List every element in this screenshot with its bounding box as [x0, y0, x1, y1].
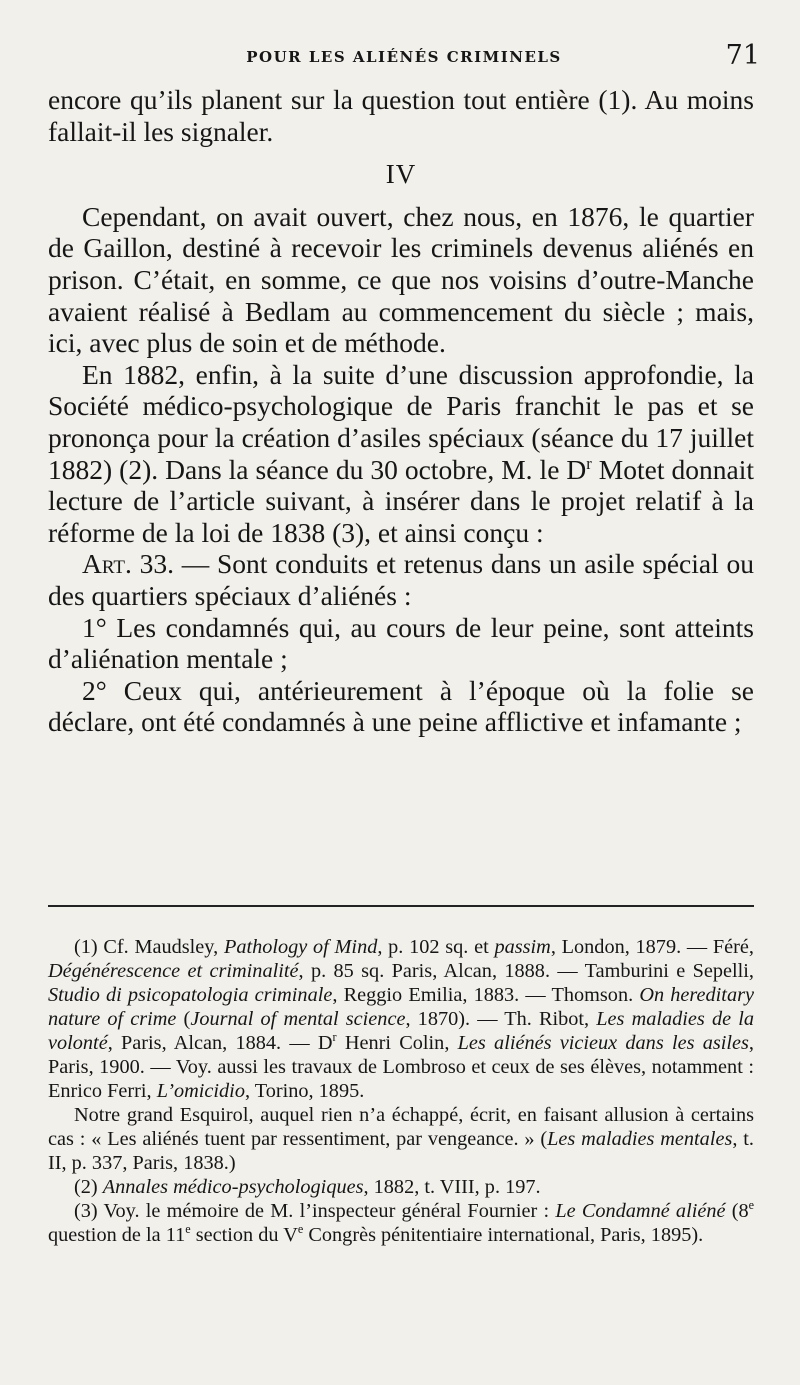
- italic-title: Le Condamné aliéné: [555, 1200, 726, 1222]
- footnotes: [48, 935, 754, 1247]
- italic-title: Les maladies mentales: [547, 1128, 733, 1150]
- paragraph: [48, 359, 754, 549]
- text-span: , Paris, Alcan, 1884. — D: [107, 1032, 333, 1054]
- italic-title: Dégénérescence et criminalité: [48, 960, 299, 982]
- text-span: (2): [74, 1176, 103, 1198]
- article-paragraph: [48, 548, 754, 611]
- footnote-1-continued: [48, 1103, 754, 1175]
- text-span: question de la 11: [48, 1224, 186, 1246]
- superscript: r: [332, 1030, 337, 1045]
- text-span: Motet donnait lecture de l’article suivant, à insérer dans le projet relatif à la réforme de la loi de 1838 (3), et ainsi conçu :: [48, 453, 754, 548]
- paragraph: Cependant, on avait ouvert, chez nous, en 1876, le quartier de Gaillon, destiné à recevoir les criminels devenus aliénés en prison. C’était, en somme, ce que nos voisins d’outre-Manche avaient réalisé à Bedlam au commencement du siècle ; mais, ici, avec plus de soin et de méthode.: [48, 200, 754, 359]
- italic-title: Journal of mental science: [190, 1008, 406, 1030]
- text-span: (1) Cf. Maudsley,: [74, 936, 224, 958]
- italic-title: Les aliénés vicieux dans les asiles: [457, 1032, 749, 1054]
- running-title: POUR LES ALIÉNÉS CRIMINELS: [246, 48, 562, 66]
- text-span: , Torino, 1895.: [244, 1080, 365, 1102]
- italic-title: Annales médico-psychologiques: [102, 1176, 364, 1198]
- superscript: e: [748, 1198, 755, 1213]
- footnote-2: [48, 1175, 754, 1199]
- text-span: (8: [725, 1200, 749, 1222]
- text-span: , p. 85 sq. Paris, Alcan, 1888. — Tamburini e Sepelli,: [298, 960, 755, 982]
- text-span: Notre grand Esquirol, auquel rien n’a échappé, écrit, en faisant allusion à certains cas : « Les aliénés tuent par ressentiment, par vengeance. » (: [48, 1104, 754, 1150]
- page-header: [48, 40, 760, 76]
- italic-title: Studio di psicopatologia criminale: [48, 984, 333, 1006]
- text-span: , 1882, t. VIII, p. 197.: [363, 1176, 541, 1198]
- italic-title: passim: [494, 936, 551, 958]
- article-label: Art. 33.: [82, 548, 174, 580]
- list-item: 1° Les condamnés qui, au cours de leur peine, sont atteints d’aliénation mentale ;: [48, 611, 754, 675]
- text-span: (: [176, 1008, 191, 1030]
- text-span: (3) Voy. le mémoire de M. l’inspecteur général Fournier :: [74, 1200, 556, 1222]
- paragraph-continued: encore qu’ils planent sur la question tout entière (1). Au moins fallait-il les signaler.: [48, 84, 754, 147]
- list-item: 2° Ceux qui, antérieurement à l’époque où la folie se déclare, ont été condamnés à une peine afflictive et infamante ;: [48, 674, 754, 738]
- footnote-3: [48, 1199, 754, 1247]
- section-heading: IV: [385, 159, 417, 190]
- footnote-1: [48, 935, 754, 1103]
- superscript: e: [297, 1222, 304, 1237]
- text-span: , p. 102 sq. et: [377, 936, 495, 958]
- superscript: r: [586, 453, 592, 473]
- text-span: , 1870). — Th. Ribot,: [405, 1008, 597, 1030]
- text-span: , Reggio Emilia, 1883. — Thomson.: [332, 984, 640, 1006]
- italic-title: L’omicidio: [156, 1080, 245, 1102]
- italic-title: Pathology of Mind: [223, 936, 378, 958]
- italic-title: On hereditary nature of crime: [48, 984, 754, 1030]
- main-text: [48, 84, 754, 738]
- article-text: — Sont conduits et retenus dans un asile spécial ou des quartiers spéciaux d’aliénés :: [48, 548, 754, 611]
- text-span: , Paris, 1900. — Voy. aussi les travaux de Lombroso et ceux de ses élèves, notamment : Enrico Ferri,: [48, 1032, 754, 1102]
- text-span: Congrès pénitentiaire international, Paris, 1895).: [303, 1224, 704, 1246]
- text-span: section du V: [190, 1224, 298, 1246]
- page-number: 71: [725, 40, 760, 71]
- footnote-divider: [48, 905, 754, 907]
- text-span: , t. II, p. 337, Paris, 1838.): [48, 1128, 754, 1174]
- italic-title: Les maladies de la volonté: [48, 1008, 754, 1054]
- text-span: En 1882, enfin, à la suite d’une discussion approfondie, la Société médico-psychologique de Paris franchit le pas et se prononça pour la création d’asiles spéciaux (séance du 17 juillet 1882) (2). Dans la séance du 30 octobre, M. le D: [48, 358, 754, 485]
- text-span: Henri Colin,: [336, 1032, 458, 1054]
- text-span: , London, 1879. — Féré,: [550, 936, 755, 958]
- superscript: e: [185, 1222, 191, 1237]
